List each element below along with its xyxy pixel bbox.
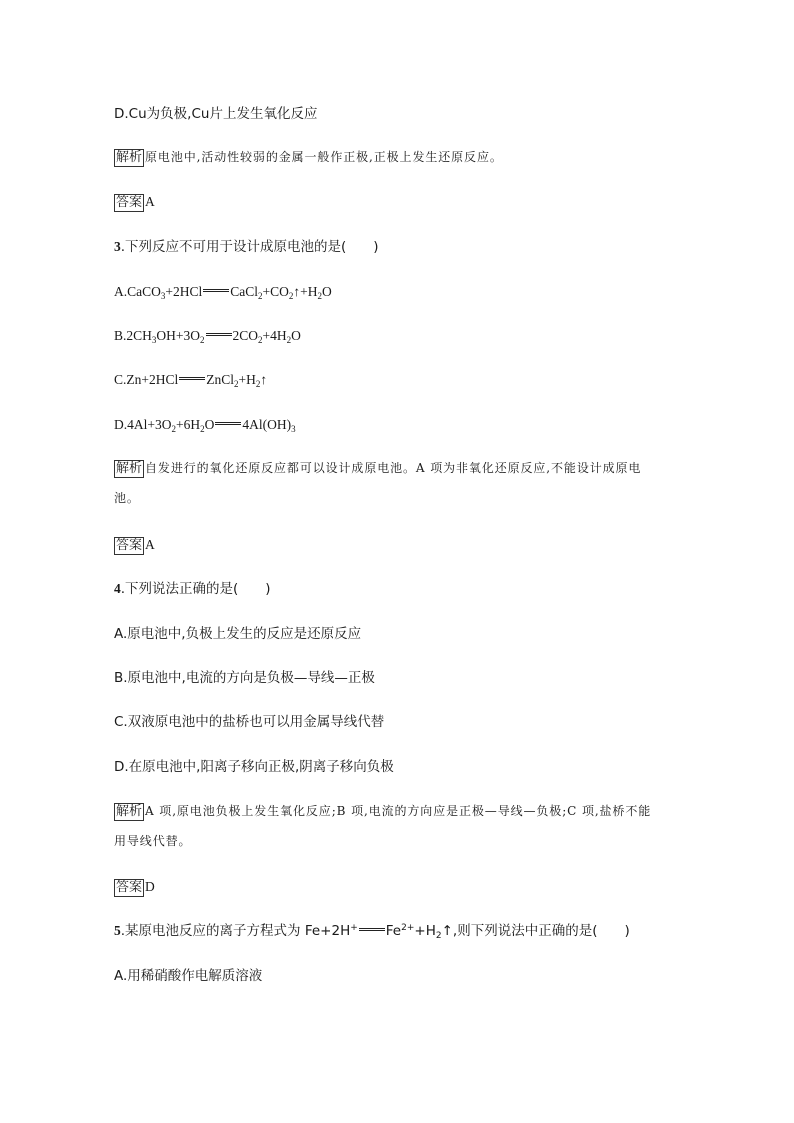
q2-answer-value: A [145, 194, 155, 209]
q3-analysis-cont: 池。 [114, 491, 140, 505]
equals-sign-icon [359, 928, 385, 931]
eq-text: OH+3O [156, 328, 201, 343]
q4-analysis-text: A 项,原电池负极上发生氧化反应;B 项,电流的方向应是正极—导线—负极;C 项,盐桥不能 [145, 804, 652, 818]
q4-answer-value: D [145, 879, 155, 894]
analysis-tag: 解析 [116, 150, 143, 165]
q3-option-b [114, 327, 301, 345]
eq-text: +CO [262, 284, 289, 299]
q4-stem-text: .下列说法正确的是( ) [120, 581, 271, 597]
eq-text: 2CO [232, 328, 259, 343]
q5-option-a: A.用稀硝酸作电解质溶液 [114, 968, 263, 984]
answer-tag: 答案 [116, 538, 143, 553]
q3-stem [114, 238, 379, 256]
eq-text: O [322, 284, 332, 299]
eq-sub: 2 [286, 335, 292, 345]
eq-text: B.2CH [114, 328, 152, 343]
analysis-tag: 解析 [116, 461, 143, 476]
analysis-tag: 解析 [116, 804, 143, 819]
eq-sub: 2 [317, 291, 323, 301]
eq-text: C.Zn+2HCl [114, 372, 179, 387]
equals-sign-icon [203, 289, 229, 292]
eq-text: D.4Al+3O [114, 417, 172, 432]
eq-text: ↑ [260, 372, 268, 387]
q3-analysis [114, 459, 641, 478]
q5-number: 5 [114, 923, 121, 938]
q4-option-b: B.原电池中,电流的方向是负极—导线—正极 [114, 670, 375, 686]
eq-text: +6H [176, 417, 201, 432]
eq-text: ↑+H [293, 284, 318, 299]
q4-stem [114, 580, 271, 598]
q2-analysis [114, 148, 503, 167]
eq-sub: 2 [258, 335, 263, 345]
eq-text: O [291, 328, 301, 343]
eq-text: +4H [262, 328, 287, 343]
eq-sub: 2 [200, 335, 205, 345]
eq-sup: + [350, 923, 358, 933]
q4-answer [114, 878, 155, 897]
equals-sign-icon [179, 377, 205, 380]
q3-analysis-text: 自发进行的氧化还原反应都可以设计成原电池。A 项为非氧化还原反应,不能设计成原电 [145, 461, 642, 475]
q3-number: 3 [114, 239, 121, 254]
eq-sub: 2 [171, 424, 176, 434]
eq-text: +2HCl [165, 284, 203, 299]
eq-sup: 2+ [401, 923, 415, 933]
q2-answer [114, 193, 155, 212]
q4-option-c: C.双液原电池中的盐桥也可以用金属导线代替 [114, 714, 385, 730]
eq-sub: 2 [435, 931, 442, 941]
eq-sub: 3 [291, 424, 296, 434]
q5-stem-text: ↑,则下列说法中正确的是( ) [441, 923, 630, 939]
q3-option-a [114, 283, 332, 301]
equals-sign-icon [206, 333, 232, 336]
answer-tag: 答案 [116, 195, 143, 210]
q5-stem-text: .某原电池反应的离子方程式为 Fe+2H [120, 923, 351, 939]
eq-text: 4Al(OH) [242, 417, 292, 432]
eq-sub: 2 [234, 379, 239, 389]
q3-stem-text: .下列反应不可用于设计成原电池的是( ) [120, 239, 379, 255]
q4-option-d: D.在原电池中,阳离子移向正极,阴离子移向负极 [114, 759, 394, 775]
q3-option-d [114, 416, 296, 434]
eq-sub: 3 [151, 335, 157, 345]
q4-analysis-cont: 用导线代替。 [114, 834, 192, 848]
equals-sign-icon [215, 422, 241, 425]
eq-text: O [204, 417, 215, 432]
q4-option-a: A.原电池中,负极上发生的反应是还原反应 [114, 626, 362, 642]
q5-stem [114, 922, 630, 940]
answer-tag: 答案 [116, 880, 143, 895]
eq-text: Fe [385, 923, 402, 939]
eq-text: CaCl [230, 284, 259, 299]
eq-sub: 2 [258, 291, 263, 301]
eq-sub: 2 [200, 424, 205, 434]
eq-sub: 2 [255, 379, 261, 389]
q3-option-c [114, 371, 267, 389]
q2-analysis-text: 原电池中,活动性较弱的金属一般作正极,正极上发生还原反应。 [145, 150, 503, 164]
q3-answer [114, 536, 155, 555]
q3-answer-value: A [145, 537, 155, 552]
eq-sub: 3 [160, 291, 166, 301]
eq-text: A.CaCO [114, 284, 161, 299]
eq-text: ZnCl [206, 372, 235, 387]
q2-option-d: D.Cu为负极,Cu片上发生氧化反应 [114, 106, 318, 122]
eq-sub: 2 [288, 291, 294, 301]
eq-text: +H [238, 372, 256, 387]
q4-number: 4 [114, 581, 121, 596]
eq-text: +H [414, 923, 436, 939]
q4-analysis [114, 802, 651, 821]
